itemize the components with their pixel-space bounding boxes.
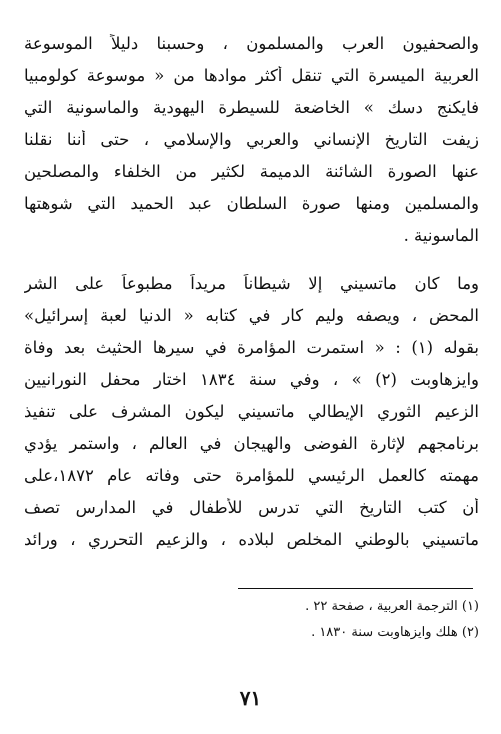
footnote-divider	[238, 588, 473, 589]
body-line: وما كان ماتسيني إلا شيطاناً مريداً مطبوعاً على الشر	[24, 274, 479, 293]
body-line: وايزهاوبت (٢) » ، وفي سنة ١٨٣٤ اختار محفل النورانيين	[24, 370, 479, 389]
body-line: أن كتب التاريخ التي تدرس للأطفال في المدارس تصف	[24, 498, 479, 517]
body-line: برنامجهم لإثارة الفوضى والهيجان في العالم ، واستمر يؤدي	[24, 434, 479, 453]
footnote: (١) الترجمة العربية ، صفحة ٢٢ .	[305, 599, 479, 614]
body-line: عنها الصورة الشائنة الدميمة لكثير من الخلفاء والمصلحين	[24, 162, 479, 181]
body-line: زيفت التاريخ الإنساني والعربي والإسلامي ، حتى أننا نقلنا	[24, 130, 479, 149]
body-line: ماتسيني بالوطني المخلص لبلاده ، والزعيم التحرري ، ورائد	[24, 530, 479, 549]
footnote: (٢) هلك وايزهاوبت سنة ١٨٣٠ .	[311, 625, 479, 640]
page-number: ٧١	[239, 686, 262, 710]
body-line: بقوله (١) : « استمرت المؤامرة في سيرها الحثيث بعد وفاة	[24, 338, 479, 357]
body-line: فايكنج دسك » الخاضعة للسيطرة اليهودية والماسونية التي	[24, 98, 479, 117]
body-line: العربية الميسرة التي تنقل أكثر موادها من « موسوعة كولومبيا	[24, 66, 479, 85]
body-line: والصحفيون العرب والمسلمون ، وحسبنا دليلاً الموسوعة	[24, 34, 479, 53]
body-line: المحض ، ويصفه وليم كار في كتابه « الدنيا لعبة إسرائيل»	[24, 306, 479, 325]
body-line: مهمته كالعمل الرئيسي للمؤامرة حتى وفاته عام ١٨٧٢،على	[24, 466, 479, 485]
body-line: الماسونية .	[403, 226, 479, 245]
body-line: والمسلمين ومنها صورة السلطان عبد الحميد التي شوهتها	[24, 194, 479, 213]
body-line: الزعيم الثوري الإيطالي ماتسيني ليكون المشرف على تنفيذ	[24, 402, 479, 421]
